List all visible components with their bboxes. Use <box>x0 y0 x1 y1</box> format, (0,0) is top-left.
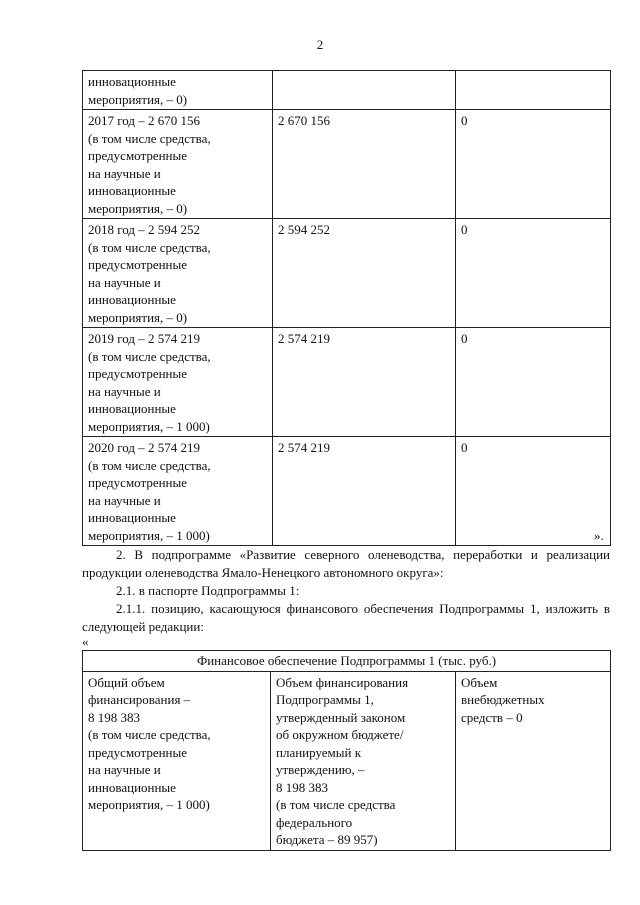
funding-by-year-table <box>82 70 611 546</box>
cell-text-line: инновационные <box>88 292 176 307</box>
extrabudgetary-amount-cell: 0 <box>456 437 611 546</box>
cell-text-line: 2019 год – 2 574 219 <box>88 331 200 346</box>
table-row <box>83 71 611 110</box>
paragraph-position: 2.1.1. позицию, касающуюся финансового обеспечения Подпрограммы 1, изложить в следующей редакции: <box>82 601 610 634</box>
cell-text-line: инновационные <box>88 510 176 525</box>
cell-text-line: инновационные <box>88 779 176 795</box>
cell-text-line: 2017 год – 2 670 156 <box>88 113 200 128</box>
cell-text-line: 2020 год – 2 574 219 <box>88 440 200 455</box>
page-number: 2 <box>316 37 324 52</box>
budget-amount-cell: 2 594 252 <box>273 219 456 328</box>
cell-text-line: об окружном бюджете/ <box>276 727 404 742</box>
year-total-cell <box>83 110 273 219</box>
cell-text-line: федерального <box>276 814 353 830</box>
year-total-cell <box>83 219 273 328</box>
cell-text-line: мероприятия, – 0) <box>88 309 188 325</box>
cell-text-line: планируемый к <box>276 744 362 760</box>
table-row <box>83 671 611 850</box>
subprogram-funding-table <box>82 650 611 851</box>
cell-text-line: мероприятия, – 0) <box>88 91 188 107</box>
table-row <box>83 437 611 546</box>
cell-text-line: предусмотренные <box>88 744 188 760</box>
year-total-cell <box>83 328 273 437</box>
cell-text-line: 8 198 383 <box>276 779 328 795</box>
extrabudgetary-funding-cell <box>456 671 611 850</box>
cell-text-line: инновационные <box>88 183 176 198</box>
table-row <box>83 219 611 328</box>
cell-text-line: на научные и <box>88 165 161 181</box>
cell-text-line: (в том числе средства, <box>88 239 211 255</box>
cell-text-line: средств – 0 <box>461 709 523 725</box>
cell-text-line: утвержденный законом <box>276 709 406 725</box>
budget-amount-cell <box>273 71 456 110</box>
total-funding-cell <box>83 671 271 850</box>
extrabudgetary-amount-cell: 0 <box>456 110 611 219</box>
extrabudgetary-amount-cell: 0 <box>456 328 611 437</box>
cell-text-line: внебюджетных <box>461 692 545 707</box>
table-row <box>83 110 611 219</box>
closing-quote: ». <box>594 528 604 543</box>
extrabudgetary-amount-cell: 0 <box>456 219 611 328</box>
table-header-row <box>83 651 611 672</box>
cell-text-line: Общий объем <box>88 674 165 690</box>
cell-text-line: на научные и <box>88 492 161 508</box>
cell-text-line: инновационные <box>88 401 176 416</box>
extrabudgetary-amount-cell <box>456 71 611 110</box>
cell-text-line: финансирования – <box>88 692 191 707</box>
cell-text-line: бюджета – 89 957) <box>276 832 378 847</box>
opening-quote: « <box>82 634 89 649</box>
cell-text-line: мероприятия, – 1 000) <box>88 527 210 543</box>
cell-text-line: 2018 год – 2 594 252 <box>88 222 200 237</box>
cell-text-line: (в том числе средства, <box>88 130 211 146</box>
cell-text-line: инновационные <box>88 74 176 89</box>
cell-text-line: предусмотренные <box>88 257 188 272</box>
cell-text-line: мероприятия, – 1 000) <box>88 797 210 812</box>
paragraph-subprogram: 2. В подпрограмме «Развитие северного оленеводства, переработки и реализации продукции оленеводства Ямало-Ненецкого автономного округа»: <box>82 547 610 580</box>
cell-text-line: мероприятия, – 1 000) <box>88 418 210 434</box>
cell-text-line: Объем <box>461 674 498 690</box>
cell-text-line: предусмотренные <box>88 148 188 163</box>
cell-text-line: Подпрограммы 1, <box>276 692 374 707</box>
cell-text-line: на научные и <box>88 383 161 399</box>
approved-funding-cell <box>271 671 456 850</box>
budget-amount-cell: 2 574 219 <box>273 437 456 546</box>
table-header-cell: Финансовое обеспечение Подпрограммы 1 (тыс. руб.) <box>83 651 611 672</box>
cell-text-line: 8 198 383 <box>88 709 140 725</box>
year-total-cell <box>83 437 273 546</box>
year-total-cell <box>83 71 273 110</box>
table-row <box>83 328 611 437</box>
cell-text-line: предусмотренные <box>88 475 188 490</box>
budget-amount-cell: 2 670 156 <box>273 110 456 219</box>
budget-amount-cell: 2 574 219 <box>273 328 456 437</box>
cell-text-line: (в том числе средства <box>276 797 396 812</box>
cell-text-line: мероприятия, – 0) <box>88 200 188 216</box>
cell-text-line: Объем финансирования <box>276 674 409 690</box>
cell-text-line: утверждению, – <box>276 762 365 777</box>
paragraph-passport: 2.1. в паспорте Подпрограммы 1: <box>116 583 300 598</box>
cell-text-line: предусмотренные <box>88 366 188 381</box>
cell-text-line: на научные и <box>88 762 161 777</box>
cell-text-line: (в том числе средства, <box>88 348 211 364</box>
cell-text-line: на научные и <box>88 274 161 290</box>
cell-text-line: (в том числе средства, <box>88 727 211 742</box>
cell-text-line: (в том числе средства, <box>88 457 211 473</box>
